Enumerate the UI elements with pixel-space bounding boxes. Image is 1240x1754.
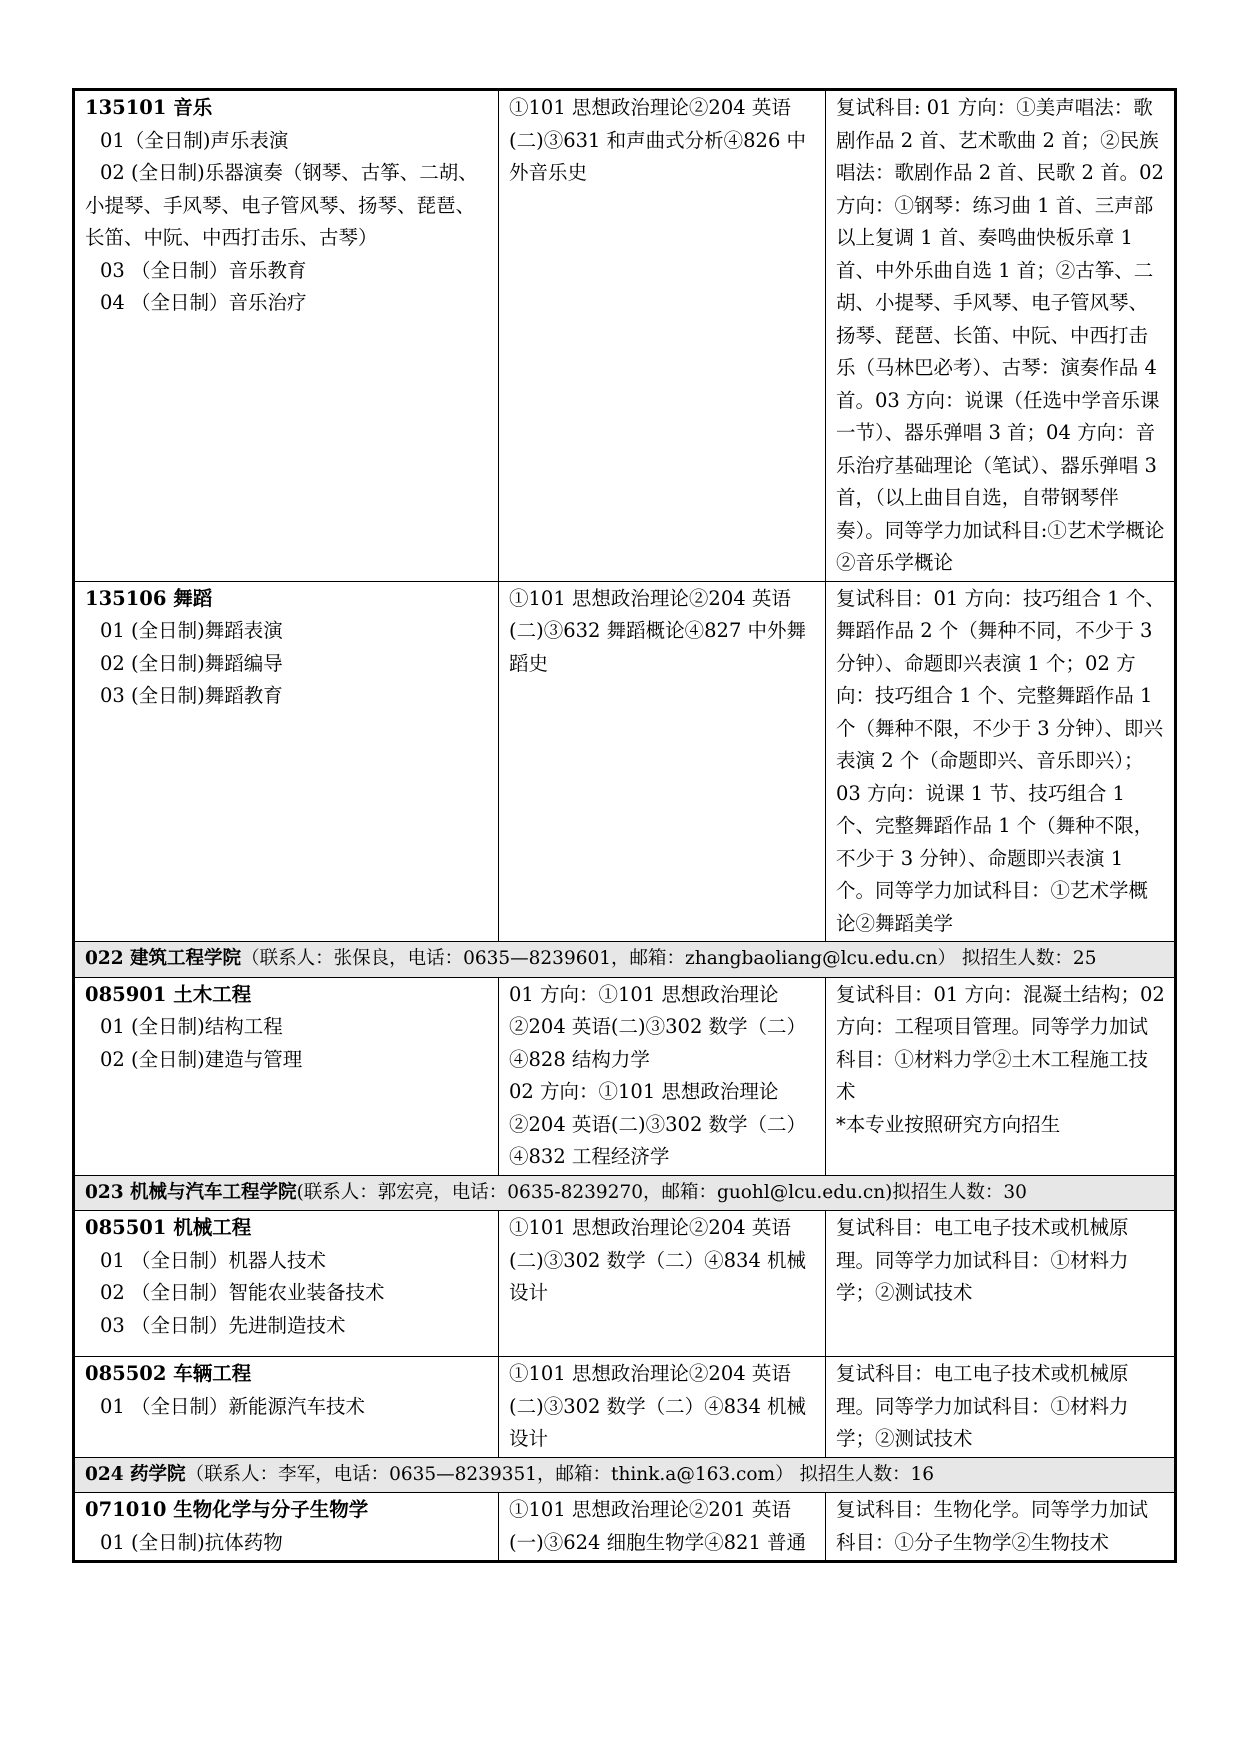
section-row [74, 942, 1176, 978]
section-contact: （联系人：张保良，电话：0635—8239601，邮箱：zhangbaoliang@lcu.edu.cn） 拟招生人数：25 [241, 948, 1097, 969]
retest-note: *本专业按照研究方向招生 [836, 1112, 1061, 1136]
major-cell [74, 977, 499, 1175]
direction-item: 01 （全日制）机器人技术 [100, 1248, 327, 1272]
major-title: 071010 生物化学与分子生物学 [85, 1498, 369, 1521]
retest-cell: 复试科目: 01 方向：①美声唱法：歌剧作品 2 首、艺术歌曲 2 首；②民族唱法：歌剧作品 2 首、民歌 2 首。02 方向：①钢琴：练习曲 1 首、三声部以上复调 1 首、奏鸣曲快板乐章 1 首、中外乐曲自选 1 首；②古筝、二胡、小提琴、手风琴、电子管风琴、扬琴、琵琶、长笛、中阮、中西打击乐（马林巴必考）、古琴：演奏作品 4 首。03 方向：说课（任选中学音乐课一节）、器乐弹唱 3 首；04 方向：音乐治疗基础理论（笔试）、器乐弹唱 3 首，（以上曲目自选，自带钢琴伴奏）。同等学力加试科目:①艺术学概论②音乐学概论 [826, 90, 1176, 582]
table-row [74, 1493, 1176, 1562]
major-title: 085502 车辆工程 [85, 1362, 252, 1385]
table-row [74, 977, 1176, 1175]
direction-item: 02 (全日制)乐器演奏（钢琴、古筝、二胡、小提琴、手风琴、电子管风琴、扬琴、琵琶、长笛、中阮、中西打击乐、古琴） [85, 161, 478, 249]
table-row [74, 581, 1176, 942]
section-title: 023 机械与汽车工程学院 [85, 1181, 297, 1203]
section-row [74, 1457, 1176, 1493]
direction-item: 01 (全日制)舞蹈表演 [100, 619, 283, 642]
retest-text: 复试科目：生物化学。同等学力加试科目：①分子生物学②生物技术 [836, 1498, 1149, 1554]
exam-cell [499, 977, 826, 1175]
retest-cell [826, 1493, 1176, 1562]
section-contact: (联系人：郭宏亮，电话：0635-8239270，邮箱：guohl@lcu.edu.cn)拟招生人数：30 [296, 1181, 1027, 1203]
exam-cell: ①101 思想政治理论②204 英语(二)③632 舞蹈概论④827 中外舞蹈史 [499, 581, 826, 942]
exam-cell: ①101 思想政治理论②204 英语(二)③302 数学（二）④834 机械设计 [499, 1211, 826, 1357]
exam-line: 02 方向：①101 思想政治理论②204 英语(二)③302 数学（二）④832 工程经济学 [509, 1080, 807, 1168]
section-row [74, 1175, 1176, 1211]
direction-item: 02 (全日制)舞蹈编导 [100, 651, 283, 675]
section-title: 022 建筑工程学院 [85, 948, 242, 969]
retest-cell: 复试科目：电工电子技术或机械原理。同等学力加试科目：①材料力学；②测试技术 [826, 1357, 1176, 1458]
direction-item: 03 （全日制）音乐教育 [100, 258, 307, 282]
exam-cell: ①101 思想政治理论②204 英语(二)③631 和声曲式分析④826 中外音乐史 [499, 90, 826, 582]
section-header [74, 942, 1176, 978]
major-cell [74, 581, 499, 942]
major-title: 135106 舞蹈 [85, 586, 213, 610]
major-cell [74, 1357, 499, 1458]
direction-item: 03 （全日制）先进制造技术 [100, 1313, 346, 1337]
section-contact: （联系人：李军，电话：0635—8239351，邮箱：think.a@163.com） 拟招生人数：16 [185, 1463, 934, 1485]
retest-cell [826, 977, 1176, 1175]
major-cell [74, 90, 499, 582]
direction-item: 01 (全日制)抗体药物 [100, 1530, 283, 1554]
major-cell [74, 1493, 499, 1562]
admissions-table [72, 88, 1177, 1563]
exam-cell [499, 1493, 826, 1562]
table-row [74, 90, 1176, 582]
direction-item: 02 (全日制)建造与管理 [100, 1047, 303, 1071]
section-header [74, 1457, 1176, 1493]
direction-item: 01 (全日制)结构工程 [100, 1015, 283, 1038]
exam-cell: ①101 思想政治理论②204 英语(二)③302 数学（二）④834 机械设计 [499, 1357, 826, 1458]
direction-item: 01 （全日制）新能源汽车技术 [100, 1394, 366, 1418]
direction-item: 03 (全日制)舞蹈教育 [100, 684, 283, 707]
table-row [74, 1357, 1176, 1458]
section-title: 024 药学院 [85, 1463, 186, 1485]
retest-cell: 复试科目：电工电子技术或机械原理。同等学力加试科目：①材料力学；②测试技术 [826, 1211, 1176, 1357]
retest-text: 复试科目：01 方向：混凝土结构；02 方向：工程项目管理。同等学力加试科目：①材料力学②土木工程施工技术 [836, 982, 1165, 1103]
retest-cell: 复试科目：01 方向：技巧组合 1 个、舞蹈作品 2 个（舞种不同，不少于 3 分钟）、命题即兴表演 1 个；02 方向：技巧组合 1 个、完整舞蹈作品 1 个（舞种不限，不少于 3 分钟）、即兴表演 2 个（命题即兴、音乐即兴）；03 方向：说课 1 节、技巧组合 1 个、完整舞蹈作品 1 个（舞种不限，不少于 3 分钟）、命题即兴表演 1 个。同等学力加试科目：①艺术学概论②舞蹈美学 [826, 581, 1176, 942]
major-title: 085901 土木工程 [85, 982, 252, 1006]
major-cell [74, 1211, 499, 1357]
major-title: 085501 机械工程 [85, 1216, 252, 1239]
exam-text: ①101 思想政治理论②201 英语(一)③624 细胞生物学④821 普通 [509, 1498, 807, 1554]
major-title: 135101 音乐 [85, 96, 213, 119]
section-header [74, 1175, 1176, 1211]
direction-item: 02 （全日制）智能农业装备技术 [100, 1281, 385, 1304]
direction-item: 01（全日制)声乐表演 [100, 128, 289, 152]
table-row [74, 1211, 1176, 1357]
direction-item: 04 （全日制）音乐治疗 [100, 291, 307, 314]
exam-line: 01 方向：①101 思想政治理论②204 英语(二)③302 数学（二）④828 结构力学 [509, 982, 807, 1071]
